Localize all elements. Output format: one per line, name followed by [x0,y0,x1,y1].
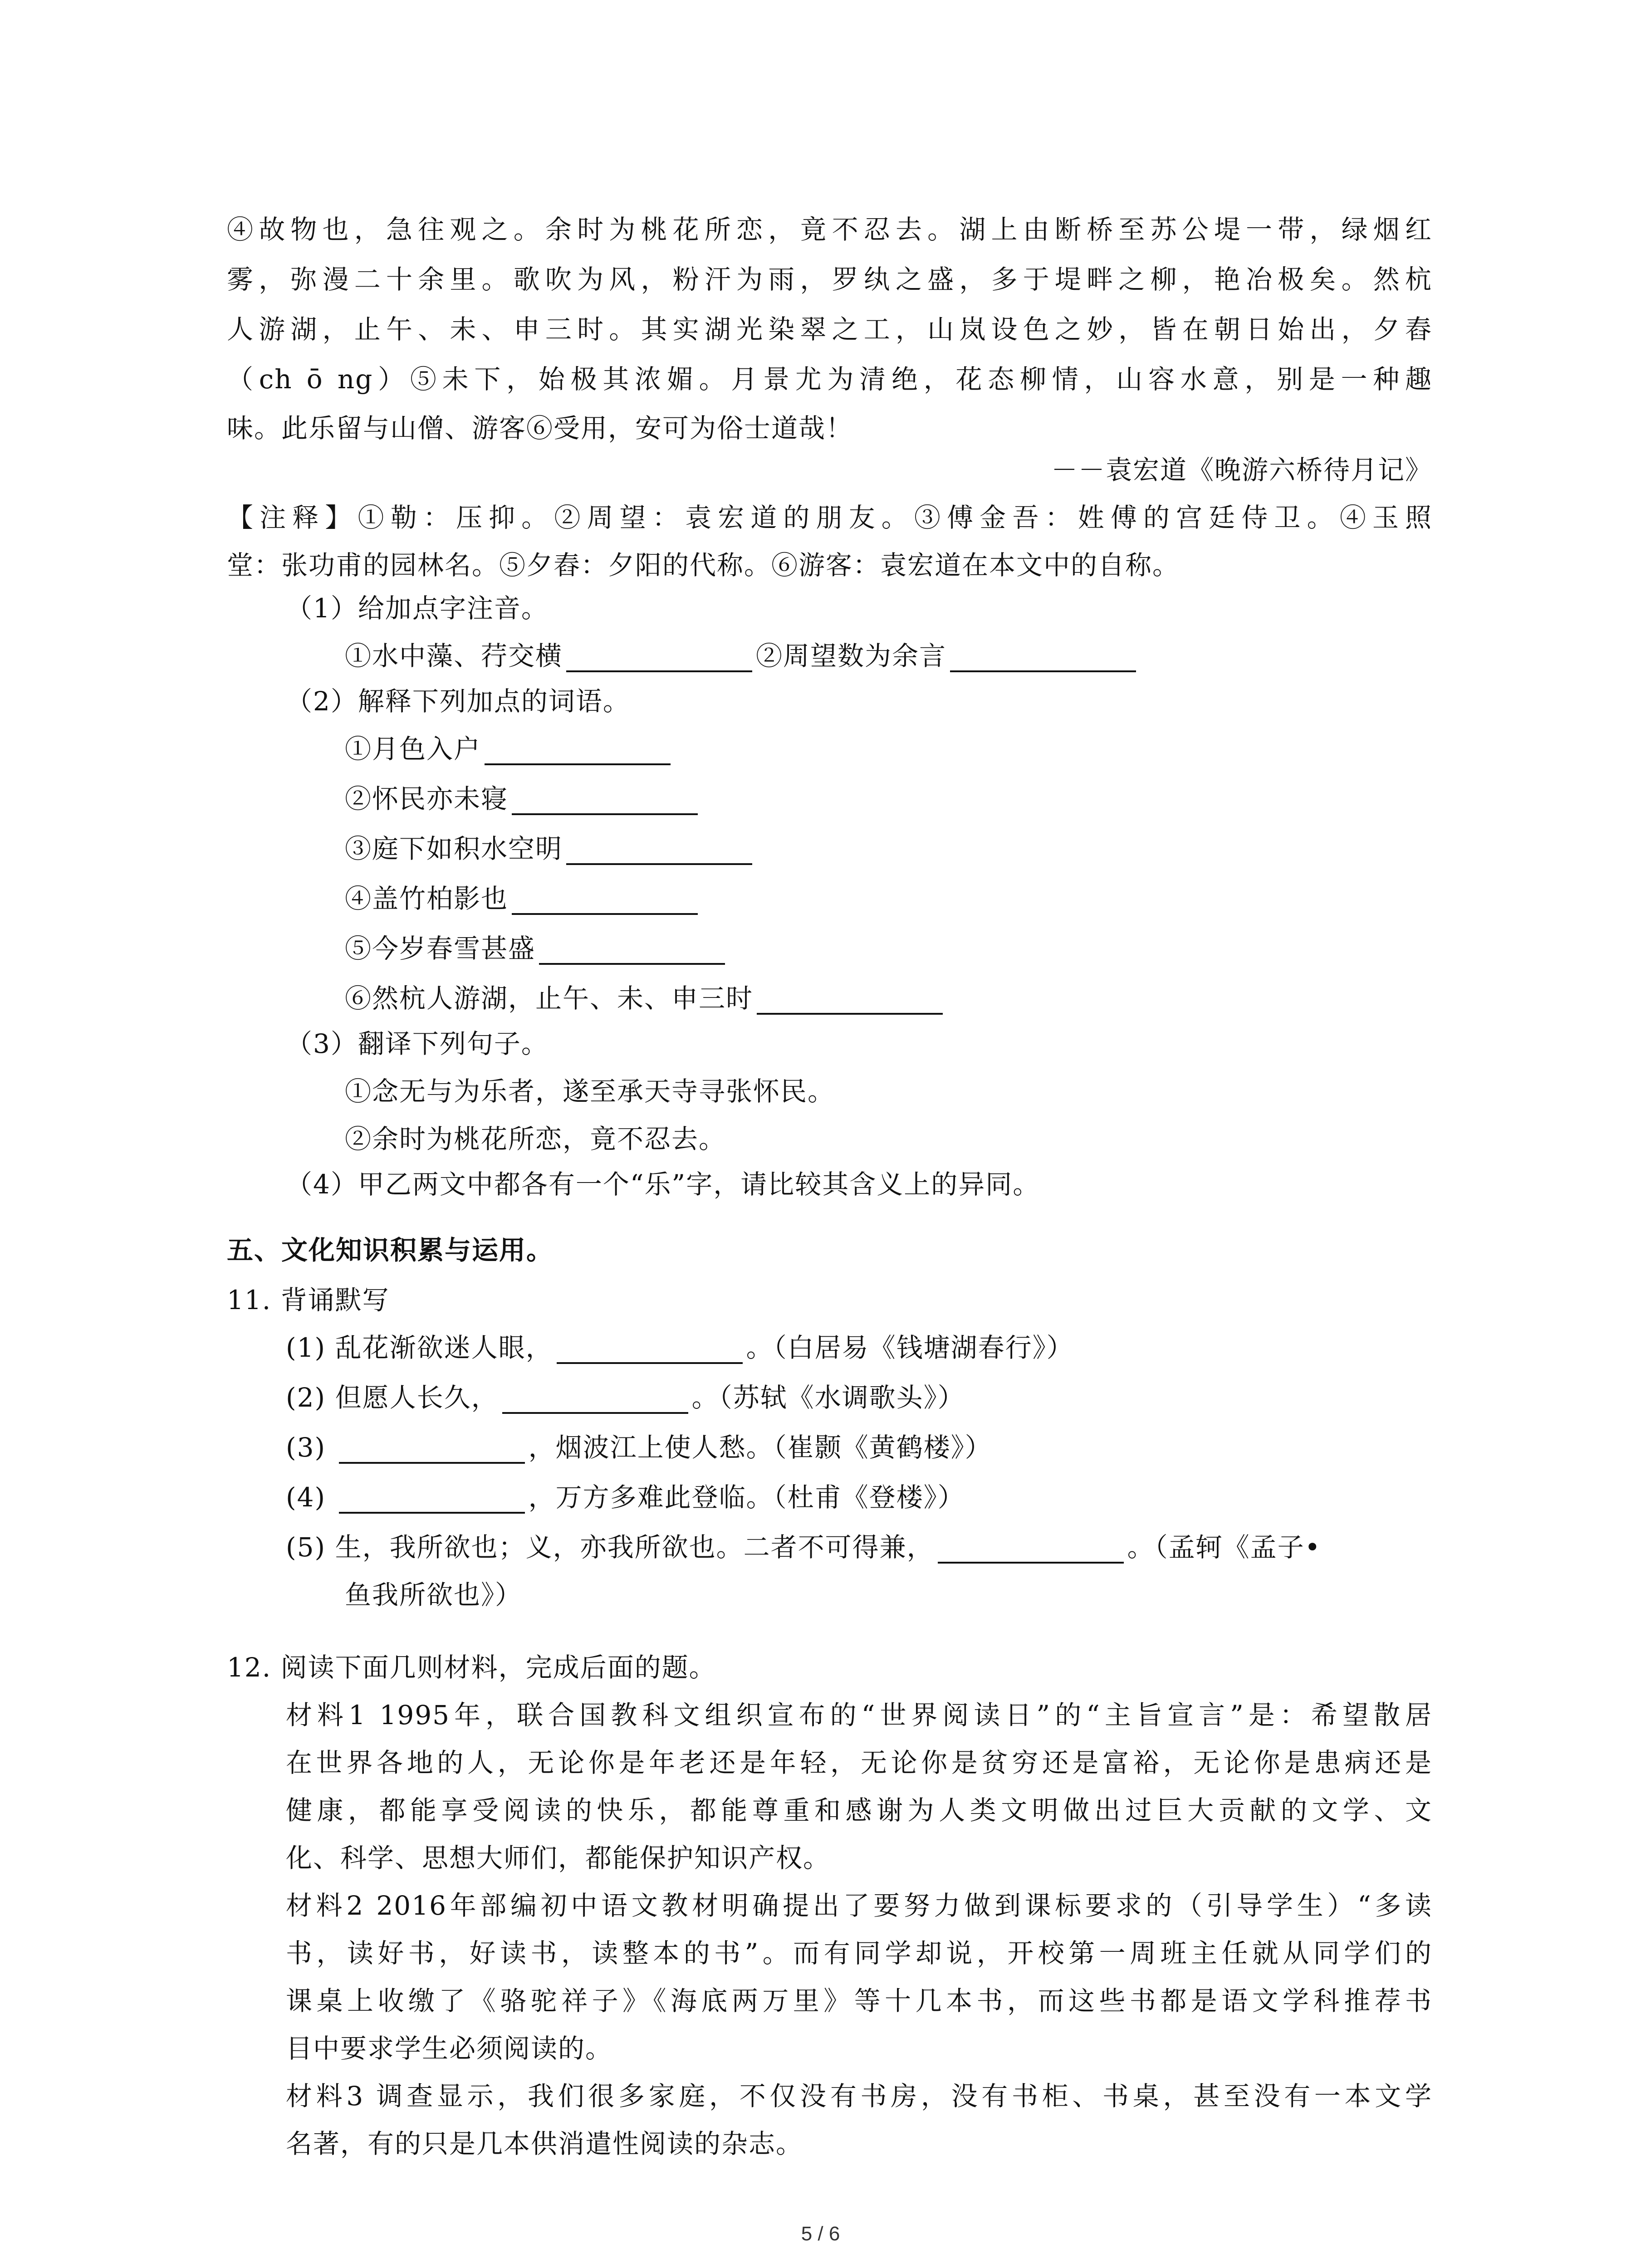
answer-blank[interactable] [339,1485,525,1514]
question-11-item: (1) 乱花渐欲迷人眼， 。（白居易《钱塘湖春行》） [286,1332,1074,1363]
material-line: 材料2 2016年部编初中语文教材明确提出了要努力做到课标要求的（引导学生）“多读 [286,1890,1432,1921]
question-11-item-cont: 鱼我所欲也》） [345,1579,523,1610]
answer-blank[interactable] [566,643,752,672]
question-11-item: (5) 生，我所欲也；义，亦我所欲也。二者不可得兼， 。（孟轲《孟子• [286,1532,1321,1563]
answer-blank[interactable] [512,786,698,815]
question-3-item: ①念无与为乐者，遂至承天寺寻张怀民。 [345,1076,835,1107]
answer-blank[interactable] [557,1335,743,1364]
question-3-item: ②余时为桃花所恋，竟不忍去。 [345,1124,726,1154]
question-1-items [345,640,1140,672]
page-number: 5 / 6 [801,2223,840,2245]
question-2-item: ④盖竹柏影也 [345,882,701,915]
question-2-item: ⑥然杭人游湖，止午、未、申三时 [345,982,946,1015]
question-2-item: ②怀民亦未寝 [345,782,701,815]
question-4-stem: （4）甲乙两文中都各有一个“乐”字，请比较其含义上的异同。 [286,1169,1040,1200]
notes-line: 【注释】①勒：压抑。②周望：袁宏道的朋友。③傅金吾：姓傅的宫廷侍卫。④玉照 [227,502,1432,533]
passage-line: 人游湖，止午、未、申三时。其实湖光染翠之工，山岚设色之妙，皆在朝日始出，夕舂 [227,314,1432,345]
material-line: 化、科学、思想大师们，都能保护知识产权。 [286,1843,831,1873]
answer-blank[interactable] [502,1385,688,1414]
answer-blank[interactable] [950,643,1136,672]
answer-blank[interactable] [566,836,752,865]
question-12-stem: 12. 阅读下面几则材料，完成后面的题。 [227,1652,716,1683]
question-2-item: ③庭下如积水空明 [345,832,756,865]
answer-blank[interactable] [757,986,943,1015]
material-line: 名著，有的只是几本供消遣性阅读的杂志。 [286,2128,803,2159]
answer-blank[interactable] [539,936,725,965]
answer-blank[interactable] [485,736,671,765]
material-line: 在世界各地的人，无论你是年老还是年轻，无论你是贫穷还是富裕，无论你是患病还是 [286,1747,1432,1778]
question-1-a: ①水中藻、荇交横 [345,640,563,671]
section-heading: 五、文化知识积累与运用。 [227,1235,554,1266]
material-line: 课桌上收缴了《骆驼祥子》《海底两万里》等十几本书，而这些书都是语文学科推荐书 [286,1985,1432,2016]
passage-line: 味。此乐留与山僧、游客⑥受用，安可为俗士道哉！ [227,413,853,444]
question-1-stem: （1）给加点字注音。 [286,593,549,624]
material-line: 目中要求学生必须阅读的。 [286,2033,613,2064]
passage-line: （ch ō ng）⑤未下，始极其浓媚。月景尤为清绝，花态柳情，山容水意，别是一种趣 [227,364,1432,395]
passage-line: ④故物也，急往观之。余时为桃花所恋，竟不忍去。湖上由断桥至苏公堤一带，绿烟红 [227,214,1432,245]
material-line: 书，读好书，好读书，读整本的书”。而有同学却说，开校第一周班主任就从同学们的 [286,1938,1432,1969]
question-1-b: ②周望数为余言 [756,640,947,671]
question-11-stem: 11. 背诵默写 [227,1285,390,1315]
answer-blank[interactable] [938,1535,1124,1564]
question-2-stem: （2）解释下列加点的词语。 [286,686,630,717]
passage-line: 雾，弥漫二十余里。歌吹为风，粉汗为雨，罗纨之盛，多于堤畔之柳，艳冶极矣。然杭 [227,264,1432,295]
answer-blank[interactable] [339,1435,525,1464]
question-11-item: (3) ，烟波江上使人愁。（崔颢《黄鹤楼》） [286,1432,992,1463]
question-2-item: ①月色入户 [345,733,674,765]
question-3-stem: （3）翻译下列句子。 [286,1028,549,1059]
answer-blank[interactable] [512,886,698,915]
passage-source: －－袁宏道《晚游六桥待月记》 [1051,455,1432,485]
material-line: 材料3 调查显示，我们很多家庭，不仅没有书房，没有书柜、书桌，甚至没有一本文学 [286,2081,1432,2112]
material-line: 材料1 1995年，联合国教科文组织宣布的“世界阅读日”的“主旨宣言”是：希望散居 [286,1700,1432,1730]
question-11-item: (2) 但愿人长久， 。（苏轼《水调歌头》） [286,1382,965,1413]
question-11-item: (4) ，万方多难此登临。（杜甫《登楼》） [286,1482,965,1513]
material-line: 健康，都能享受阅读的快乐，都能尊重和感谢为人类文明做出过巨大贡献的文学、文 [286,1795,1432,1826]
notes-line: 堂：张功甫的园林名。⑤夕舂：夕阳的代称。⑥游客：袁宏道在本文中的自称。 [227,550,1180,581]
question-2-item: ⑤今岁春雪甚盛 [345,932,729,965]
